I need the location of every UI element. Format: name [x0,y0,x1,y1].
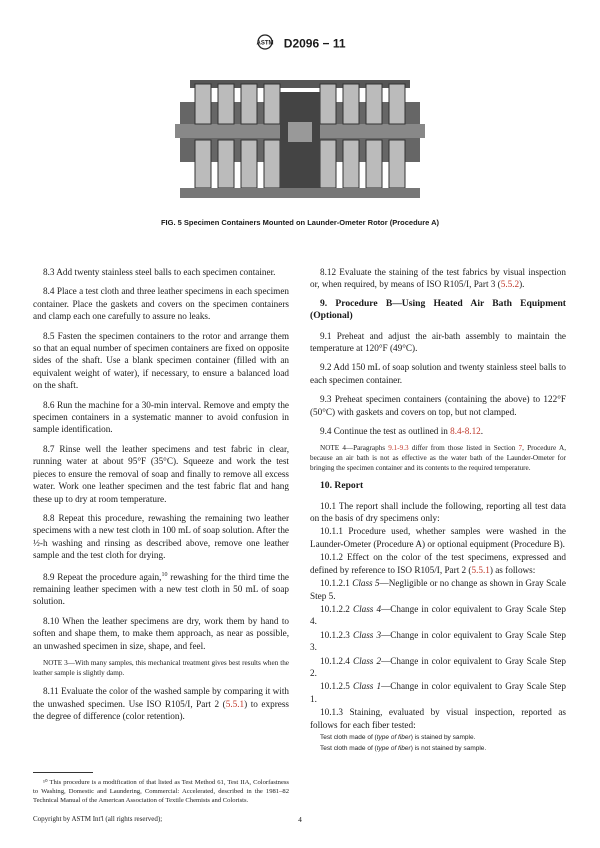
ref-link-8-4[interactable]: 8.4-8.12 [450,426,481,437]
para-8-9-text: 8.9 Repeat the procedure again, [43,571,162,582]
class-4-item [310,603,566,628]
footnote-divider [33,772,93,773]
note-4-rest: , Procedure A, because an air bath is not as effective as the water bath of the Launder-Ometer for bringing the specimen container and its contents to the required temperature. [310,444,566,472]
para-9-1: 9.1 Preheat and adjust the air-bath assembly to maintain the temperature at 120°F (49°C). [310,330,566,354]
note-4 [310,444,566,473]
para-10-1-2 [310,551,566,576]
para-8-3: 8.3 Add twenty stainless steel balls to each specimen container. [43,267,276,277]
class-3-item [310,629,566,654]
class-1-num: 10.1.2.5 [320,681,353,692]
para-8-8: 8.8 Repeat this procedure, rewashing the remaining two leather specimens with a new test cloth in 100 mL of soap solution. After the ½-h washing and rinsing as described above, remove one leather sample and the test cloth for drying. [33,512,289,561]
launder-ometer-photo [120,62,480,212]
sample-line-stained [320,733,566,742]
class-3-label: Class 3 [352,629,382,640]
para-10-1-3: 10.1.3 Staining, evaluated by visual inspection, reported as follows for each fiber tested: [310,707,566,730]
para-9-2: 9.2 Add 150 mL of soap solution and twenty stainless steel balls to each specimen container. [310,362,566,385]
sample-1-c: ) is stained by sample. [410,733,476,741]
para-8-7: 8.7 Rinse well the leather specimens and test fabric in clear, running water at about 95°F (35°C). Squeeze and work the test pieces to ensure the removal of soap and finally to remove all excess water. Work one leather specimen and the test fabric flat and hang these up to dry at room temperature. [33,443,289,504]
sample-2-c: ) is not stained by sample. [410,744,487,752]
svg-text:ASTM: ASTM [256,40,274,47]
class-1-item [310,680,566,705]
para-8-4: 8.4 Place a test cloth and three leather specimens in each specimen container. Place the gaskets and covers on the specimen containers and clamp each one carefully to assure no leaks. [33,286,289,322]
footnote-10: ¹⁰ This procedure is a modification of that listed as Test Method 61, Test IIA, Colorfastness to Washing, Domestic and Laundering, Commercial: Accelerated, described in the 1981–82 Technical Manual of the American Association of Textile Chemists and Colorists. [33,779,289,805]
para-9-4-text: 9.4 Continue the test as outlined in [320,426,451,437]
sample-2-a: Test cloth made of ( [320,744,377,752]
para-8-12 [310,266,566,291]
para-8-6: 8.6 Run the machine for a 30-min interval. Remove and empty the specimen containers in a systematic manner to avoid confusion in sample identification. [33,399,289,435]
para-9-4 [310,425,566,437]
para-8-9 [33,569,289,608]
page-header [0,34,600,53]
class-4-label: Class 4 [352,603,382,614]
sample-1-a: Test cloth made of ( [320,733,377,741]
para-10-1-2-rest: ) as follows: [489,564,536,575]
para-8-11 [33,685,289,722]
para-8-5: 8.5 Fasten the specimen containers to the rotor and arrange them so that an equal number of specimen containers are fixed on opposite sides of the shaft. Use a blank specimen container (filled with an equivalent weight of water), if necessary, to ensure a balanced load on the shaft. [33,330,289,391]
para-8-12-text: 8.12 Evaluate the staining of the test fabrics by visual inspection or, when required, by means of ISO R105/I, Part 3 ( [310,267,566,290]
para-10-1-2-text: 10.1.2 Effect on the color of the test specimens, expressed and defined by reference to ISO R105/I, Part 2 ( [310,552,566,575]
page-number: 4 [298,815,302,824]
section-10-heading: 10. Report [320,480,364,492]
para-9-4-rest: . [480,426,484,437]
ref-link-5-5-2[interactable]: 5.5.2 [500,279,520,290]
class-4-text: —Change in color equivalent to Gray Scale Step 4. [310,603,566,627]
section-9-heading: 9. Procedure B—Using Heated Air Bath Equipment (Optional) [310,297,566,322]
class-5-label: Class 5 [352,578,380,589]
class-3-text: —Change in color equivalent to Gray Scale Step 3. [310,629,566,653]
class-2-text: —Change in color equivalent to Gray Scale Step 2. [310,655,566,678]
para-8-11-rest: ) to express the degree of difference (color retention). [33,698,289,722]
copyright-notice: Copyright by ASTM Int'l (all rights reserved); [33,815,163,823]
note-3: NOTE 3—With many samples, this mechanical treatment gives best results when the leather sample is slightly damp. [33,659,289,677]
note-4-mid: differ from those listed in Section [408,444,519,453]
class-2-label: Class 2 [352,655,382,666]
footnote-ref[interactable]: 10 [161,571,168,578]
sample-1-b: type of fiber [376,733,411,741]
left-column [33,266,289,812]
para-8-9-rest: rewashing for the third time the remaining leather specimen with a new test cloth in 50 mL of soap solution. [33,571,289,607]
para-8-10: 8.10 When the leather specimens are dry, work them by hand to soften and shape them, to make them approach, as near as possible, an unwashed specimen in size, shape, and feel. [33,615,289,651]
class-2-item [310,655,566,680]
para-10-1: 10.1 The report shall include the following, reporting all test data on the basis of dry specimens only: [310,500,566,524]
ref-link-9-1[interactable]: 9.1-9.3 [388,444,409,453]
class-5-num: 10.1.2.1 [320,578,353,589]
ref-link-5-5-1[interactable]: 5.5.1 [225,698,245,709]
figure-caption: FIG. 5 Specimen Containers Mounted on Launder-Ometer Rotor (Procedure A) [160,218,440,227]
note-4-text: NOTE 4—Paragraphs [320,444,389,453]
para-9-3: 9.3 Preheat specimen containers (containing the above) to 122°F (50°C) with gaskets and covers on top, but not clamped. [310,394,566,417]
sample-line-not-stained [320,744,566,753]
para-10-1-1: 10.1.1 Procedure used, whether samples were washed in the Launder-Ometer (Procedure A) or optional equipment (Procedure B). [310,526,566,549]
ref-link-5-5-1-b[interactable]: 5.5.1 [471,564,490,575]
class-5-item [310,577,566,602]
sample-2-b: type of fiber [376,744,411,752]
ref-link-section-7[interactable]: 7 [518,444,523,453]
para-8-12-rest: ). [519,279,525,290]
astm-logo-icon [254,34,276,53]
document-code: D2096 − 11 [283,36,346,51]
para-8-11-text: 8.11 Evaluate the color of the washed sample by comparing it with the unwashed specimen. Use ISO R105/I, Part 2 ( [33,686,289,709]
class-1-text: —Change in color equivalent to Gray Scale Step 1. [310,681,566,704]
class-3-num: 10.1.2.3 [320,629,353,640]
class-4-num: 10.1.2.2 [320,603,353,614]
class-1-label: Class 1 [352,681,382,692]
class-2-num: 10.1.2.4 [320,655,353,666]
right-column [310,266,566,753]
class-5-text: —Negligible or no change as shown in Gray Scale Step 5. [310,578,566,601]
